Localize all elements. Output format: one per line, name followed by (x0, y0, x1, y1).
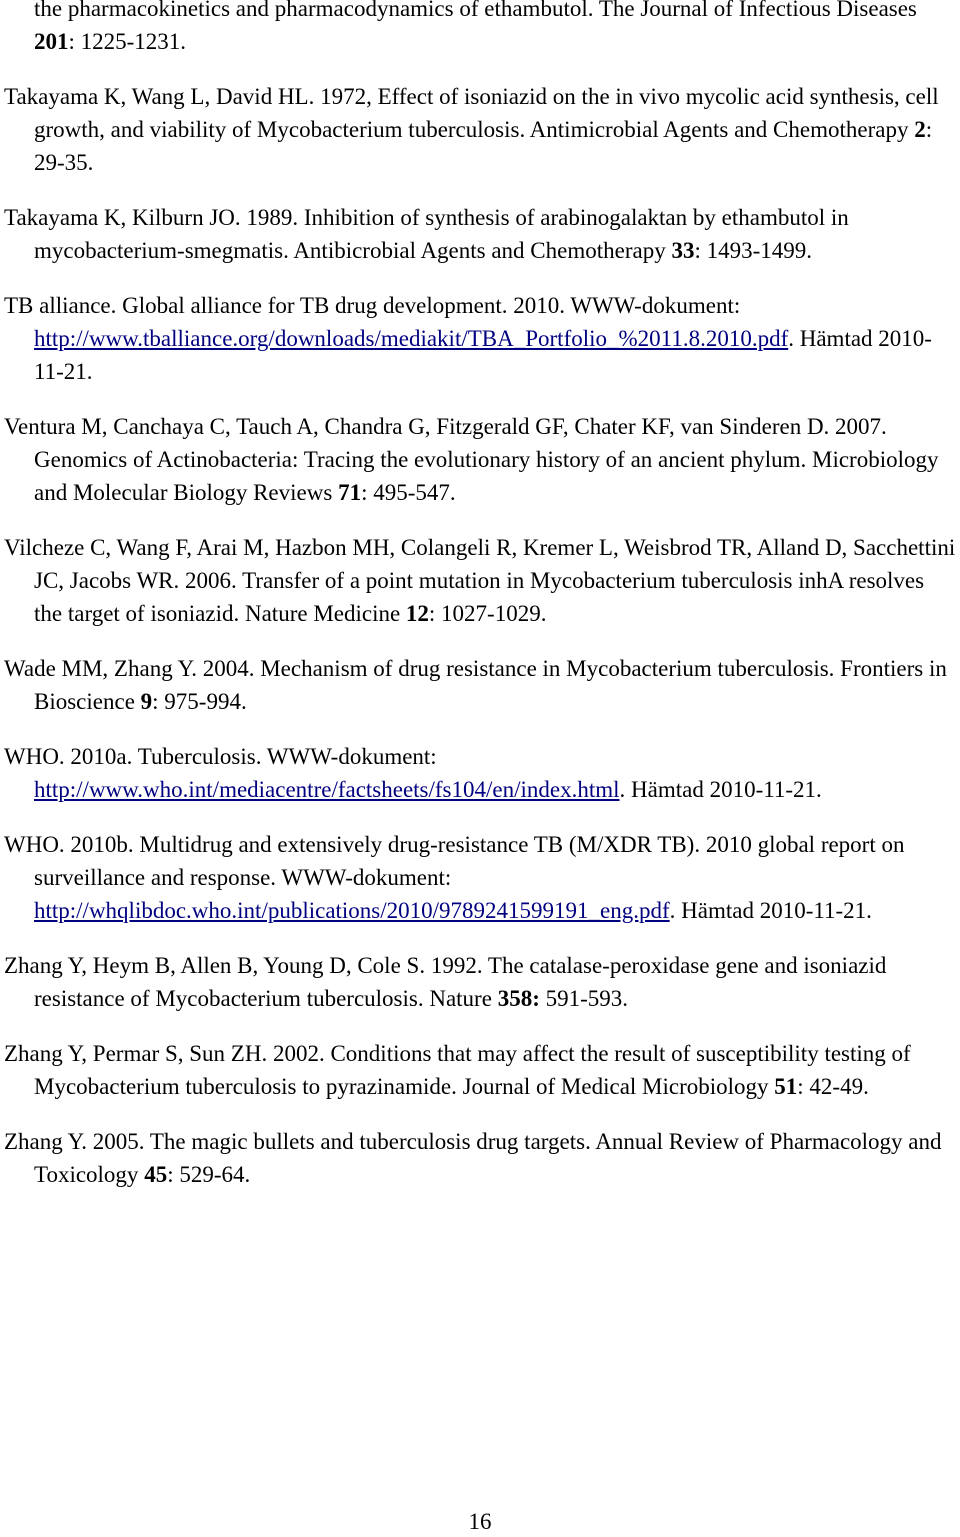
volume-number: 45 (144, 1162, 168, 1187)
reference-text: Takayama K, Wang L, David HL. 1972, Effect of isoniazid on the in vivo mycolic acid synthesis, cell growth, and viability of Mycobacterium tuberculosis. Antimicrobial Agents and Chemotherapy (4, 84, 939, 142)
reference-text: Ventura M, Canchaya C, Tauch A, Chandra G, Fitzgerald GF, Chater KF, van Sinderen D. 2007. Genomics of Actinobacteria: Tracing the evolutionary history of an ancient phylum. Microbiology and Molecular Biology Reviews (4, 414, 939, 505)
reference-entry (4, 1037, 956, 1103)
reference-text: . Hämtad 2010-11-21. (619, 777, 822, 802)
reference-text: . Hämtad 2010-11-21. (34, 326, 932, 384)
volume-number: 51 (774, 1074, 798, 1099)
reference-link[interactable]: http://www.who.int/mediacentre/factsheets/fs104/en/index.html (34, 777, 620, 802)
reference-text: 591-593. (539, 986, 629, 1011)
reference-text: Takayama K, Kilburn JO. 1989. Inhibition of synthesis of arabinogalaktan by ethambutol in mycobacterium-smegmatis. Antibicrobial Agents and Chemotherapy (4, 205, 849, 263)
volume-number: 201 (34, 29, 69, 54)
volume-number: 71 (338, 480, 362, 505)
reference-entry (4, 531, 956, 630)
volume-number: 2 (914, 117, 926, 142)
reference-link[interactable]: http://www.tballiance.org/downloads/mediakit/TBA_Portfolio_%2011.8.2010.pdf (34, 326, 789, 351)
reference-text: . Hämtad 2010-11-21. (669, 898, 872, 923)
reference-text: TB alliance. Global alliance for TB drug development. 2010. WWW-dokument: (4, 293, 741, 318)
reference-entry (4, 410, 956, 509)
reference-entry (4, 80, 956, 179)
reference-text: : 529-64. (167, 1162, 251, 1187)
reference-text: : 975-994. (152, 689, 247, 714)
reference-text: Zhang Y, Permar S, Sun ZH. 2002. Conditions that may affect the result of susceptibility testing of Mycobacterium tuberculosis to pyrazinamide. Journal of Medical Microbiology (4, 1041, 911, 1099)
volume-number: 33 (671, 238, 695, 263)
reference-text: the pharmacokinetics and pharmacodynamics of ethambutol. The Journal of Infectious Diseases (34, 0, 917, 21)
volume-number: 12 (405, 601, 429, 626)
reference-text: WHO. 2010b. Multidrug and extensively drug-resistance TB (M/XDR TB). 2010 global report on surveillance and response. WWW-dokument: (4, 832, 905, 890)
reference-text: : 1027-1029. (428, 601, 547, 626)
reference-entry (4, 1125, 956, 1191)
reference-text: : 1493-1499. (694, 238, 813, 263)
reference-entry (4, 0, 956, 58)
reference-entry (4, 652, 956, 718)
reference-text: Wade MM, Zhang Y. 2004. Mechanism of drug resistance in Mycobacterium tuberculosis. Frontiers in Bioscience (4, 656, 947, 714)
reference-list (4, 0, 956, 1213)
reference-text: : 1225-1231. (68, 29, 187, 54)
reference-text: : 29-35. (34, 117, 933, 175)
reference-text: Zhang Y, Heym B, Allen B, Young D, Cole S. 1992. The catalase-peroxidase gene and isoniazid resistance of Mycobacterium tuberculosis. Nature (4, 953, 887, 1011)
reference-entry (4, 201, 956, 267)
reference-text: : 495-547. (361, 480, 456, 505)
reference-text: : 42-49. (797, 1074, 869, 1099)
reference-entry (4, 828, 956, 927)
volume-number: 358: (497, 986, 540, 1011)
reference-text: Vilcheze C, Wang F, Arai M, Hazbon MH, Colangeli R, Kremer L, Weisbrod TR, Alland D, Sacchettini JC, Jacobs WR. 2006. Transfer of a point mutation in Mycobacterium tuberculosis inhA resolves the target of isoniazid. Nature Medicine (4, 535, 956, 626)
reference-text: WHO. 2010a. Tuberculosis. WWW-dokument: (4, 744, 437, 769)
reference-entry (4, 740, 956, 806)
reference-entry (4, 949, 956, 1015)
reference-text: Zhang Y. 2005. The magic bullets and tuberculosis drug targets. Annual Review of Pharmacology and Toxicology (4, 1129, 942, 1187)
volume-number: 9 (140, 689, 153, 714)
page-number: 16 (468, 1509, 492, 1534)
reference-entry (4, 289, 956, 388)
reference-link[interactable]: http://whqlibdoc.who.int/publications/2010/9789241599191_eng.pdf (34, 898, 670, 923)
